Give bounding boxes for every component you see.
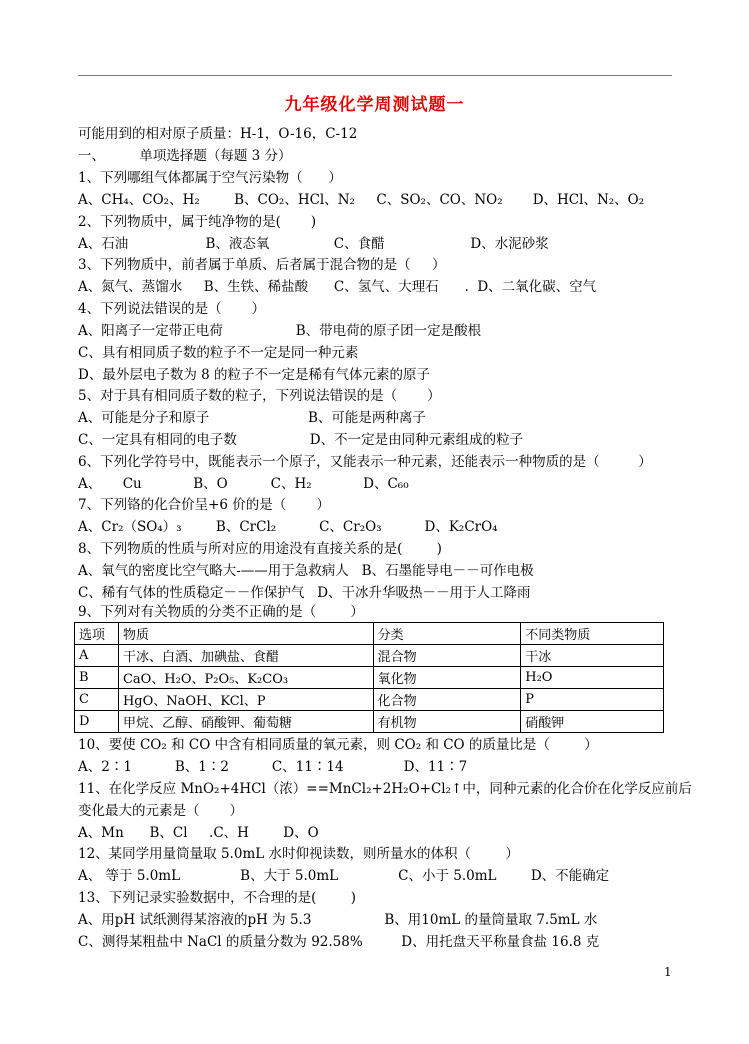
table-cell: 干冰、白酒、加碘盐、食醋 <box>118 645 373 667</box>
question-8: 8、下列物质的性质与所对应的用途没有直接关系的是( ) <box>78 541 442 557</box>
page-title: 九年级化学周测试题一 <box>284 95 465 115</box>
question-5-options-cd: C、一定具有相同的电子数 D、不一定是由同种元素组成的粒子 <box>78 432 524 448</box>
question-11-options: A、Mn B、Cl .C、H D、O <box>78 825 319 841</box>
question-4: 4、下列说法错误的是（ ） <box>78 301 266 317</box>
question-10-options: A、2∶1 B、1∶2 C、11∶14 D、11∶7 <box>78 759 468 775</box>
question-8-options-ab: A、氧气的密度比空气略大-——用于急救病人 B、石墨能导电－－可作电极 <box>78 563 534 579</box>
question-4-option-c: C、具有相同质子数的粒子不一定是同一种元素 <box>78 345 359 361</box>
table-cell: CaO、H₂O、P₂O₅、K₂CO₃ <box>118 667 373 689</box>
question-1-options: A、CH₄、CO₂、H₂ B、CO₂、HCl、N₂ C、SO₂、CO、NO₂ D、HCl、N₂、O₂ <box>78 192 645 208</box>
table-header-cell: 选项 <box>75 623 119 645</box>
question-10: 10、要使 CO₂ 和 CO 中含有相同质量的氧元素，则 CO₂ 和 CO 的质量比是（ ） <box>78 737 598 753</box>
table-cell: D <box>75 711 119 733</box>
question-9-table <box>74 622 664 733</box>
question-13-options-ab: A、用pH 试纸测得某溶液的pH 为 5.3 B、用10mL 的量筒量取 7.5mL 水 <box>78 912 598 928</box>
question-7: 7、下列铬的化合价呈+6 价的是（ ） <box>78 497 330 513</box>
question-8-options-cd: C、稀有气体的性质稳定－－作保护气 D、干冰升华吸热－－用于人工降雨 <box>78 585 531 601</box>
table-cell: 有机物 <box>373 711 521 733</box>
question-7-options: A、Cr₂（SO₄）₃ B、CrCl₂ C、Cr₂O₃ D、K₂CrO₄ <box>78 519 498 535</box>
question-11-continued: 变化最大的元素是（ ） <box>78 803 244 819</box>
question-13-options-cd: C、测得某粗盐中 NaCl 的质量分数为 92.58% D、用托盘天平称量食盐 16.8 克 <box>78 934 600 950</box>
table-cell: 甲烷、乙醇、硝酸钾、葡萄糖 <box>118 711 373 733</box>
question-4-option-d: D、最外层电子数为 8 的粒子不一定是稀有气体元素的原子 <box>78 367 430 383</box>
table-header-cell: 物质 <box>118 623 373 645</box>
question-2: 2、下列物质中，属于纯净物的是( ) <box>78 214 317 230</box>
question-11: 11、在化学反应 MnO₂+4HCl（浓）==MnCl₂+2H₂O+Cl₂↑中，同种元素的化合价在化学反应前后 <box>78 781 692 797</box>
table-cell: 硝酸钾 <box>521 711 664 733</box>
question-4-options-ab: A、阳离子一定带正电荷 B、带电荷的原子团一定是酸根 <box>78 323 482 339</box>
table-cell: A <box>75 645 119 667</box>
question-1: 1、下列哪组气体都属于空气污染物（ ） <box>78 170 342 186</box>
question-9: 9、下列对有关物质的分类不正确的是（ ） <box>78 604 364 620</box>
table-cell: 干冰 <box>521 645 664 667</box>
table-cell: C <box>75 689 119 711</box>
section-heading: 一、 单项选择题（每题 3 分） <box>78 148 292 164</box>
table-row <box>75 667 664 689</box>
question-3: 3、下列物质中，前者属于单质、后者属于混合物的是（ ） <box>78 257 446 273</box>
question-12: 12、某同学用量筒量取 5.0mL 水时仰视读数，则所量水的体积（ ） <box>78 846 519 862</box>
question-5: 5、对于具有相同质子数的粒子，下列说法错误的是（ ） <box>78 388 441 404</box>
table-cell: B <box>75 667 119 689</box>
table-cell: 混合物 <box>373 645 521 667</box>
question-3-options: A、氮气、蒸馏水 B、生铁、稀盐酸 C、氢气、大理石 . D、二氧化碳、空气 <box>78 279 597 295</box>
question-6: 6、下列化学符号中，既能表示一个原子，又能表示一种元素，还能表示一种物质的是（ ） <box>78 454 652 470</box>
question-12-options: A、 等于 5.0mL B、大于 5.0mL C、小于 5.0mL D、不能确定 <box>78 868 610 884</box>
question-13: 13、下列记录实验数据中，不合理的是( ) <box>78 890 357 906</box>
table-cell: 化合物 <box>373 689 521 711</box>
page-number: 1 <box>664 965 672 979</box>
header-rule <box>78 75 672 76</box>
table-header-cell: 不同类物质 <box>521 623 664 645</box>
table-cell: H₂O <box>521 667 664 689</box>
table-cell: P <box>521 689 664 711</box>
table-header-cell: 分类 <box>373 623 521 645</box>
atomic-mass-note: 可能用到的相对原子质量：H-1，O-16，C-12 <box>78 126 358 142</box>
question-6-options: A、 Cu B、O C、H₂ D、C₆₀ <box>78 476 409 492</box>
table-cell: 氧化物 <box>373 667 521 689</box>
table-row <box>75 645 664 667</box>
table-header-row <box>75 623 664 645</box>
question-5-options-ab: A、可能是分子和原子 B、可能是两种离子 <box>78 410 426 426</box>
table-row <box>75 689 664 711</box>
table-row <box>75 711 664 733</box>
table-cell: HgO、NaOH、KCl、P <box>118 689 373 711</box>
question-2-options: A、石油 B、液态氧 C、食醋 D、水泥砂浆 <box>78 236 549 252</box>
